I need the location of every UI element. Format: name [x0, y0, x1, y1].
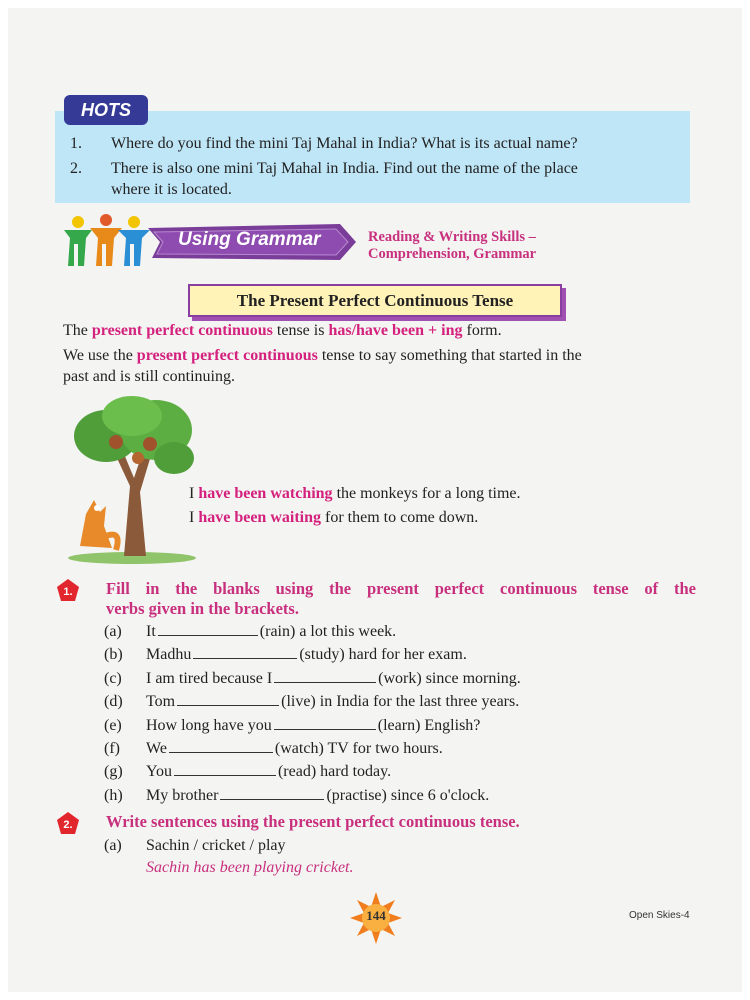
task-2-badge: [57, 812, 79, 834]
answer-blank[interactable]: [158, 622, 258, 636]
example-sentence-2: [189, 506, 478, 530]
answer-blank[interactable]: [174, 762, 276, 776]
task-1-line-1: Fill in the blanks using the present perfect continuous tense of the: [106, 579, 696, 598]
text-run: tense to say something that started in the: [321, 347, 582, 364]
text-run: form.: [466, 322, 502, 339]
text-run: We use the: [63, 347, 133, 364]
skills-caption: [368, 229, 536, 263]
item-label: (h): [104, 786, 123, 804]
item-suffix: (watch) TV for two hours.: [274, 740, 443, 758]
example-sentence-1: [189, 482, 521, 506]
item-label: (a): [104, 623, 122, 640]
task-2-item-a: [104, 834, 286, 857]
answer-blank[interactable]: [274, 669, 376, 683]
item-suffix: (live) in India for the last three years.: [281, 693, 520, 711]
text-run: tense is: [276, 322, 325, 339]
question-number: 1.: [70, 135, 82, 152]
page-number: 144: [366, 908, 386, 923]
skills-line-2: Comprehension, Grammar: [368, 246, 537, 262]
item-prefix: You: [146, 763, 172, 781]
item-prefix: Tom: [146, 693, 176, 711]
text-run: for them to come down.: [325, 509, 479, 526]
exercise-item-e: [104, 714, 521, 737]
text-run: the monkeys for a long time.: [336, 485, 521, 502]
answer-blank[interactable]: [169, 739, 273, 753]
task-1-items: [104, 620, 521, 807]
using-grammar-label: Using Grammar: [178, 229, 321, 250]
text-run: The: [63, 322, 88, 339]
item-prefix: Madhu: [146, 646, 192, 664]
highlight-formula: has/have been + ing: [328, 322, 463, 339]
children-icon: [60, 212, 154, 270]
question-text: Where do you find the mini Taj Mahal in India? What is its actual name?: [111, 135, 578, 152]
question-text-line1: There is also one mini Taj Mahal in India. Find out the name of the place: [111, 160, 578, 177]
item-label: (g): [104, 763, 123, 781]
item-suffix: (read) hard today.: [277, 763, 392, 781]
answer-blank[interactable]: [177, 692, 279, 706]
exercise-item-h: [104, 784, 521, 807]
model-answer: Sachin has been playing cricket.: [146, 859, 354, 876]
task-2-instruction: Write sentences using the present perfect continuous tense.: [106, 812, 520, 831]
item-prefix: My brother: [146, 786, 219, 804]
item-suffix: (rain) a lot this week.: [259, 623, 397, 640]
task-2-number: 2.: [63, 819, 73, 831]
highlight-term: present perfect continuous: [136, 347, 318, 364]
answer-blank[interactable]: [220, 786, 324, 800]
section-title: The Present Perfect Continuous Tense: [188, 284, 562, 317]
exercise-item-b: [104, 643, 521, 666]
item-label: (b): [104, 646, 123, 664]
intro-paragraph-2-line2: past and is still continuing.: [63, 368, 235, 385]
question-number: 2.: [70, 160, 82, 177]
text-run: I: [189, 485, 195, 502]
text-run: I: [189, 509, 195, 526]
task-1-instruction: [106, 579, 696, 619]
item-prefix: It: [146, 623, 156, 640]
skills-line-1: Reading & Writing Skills –: [368, 229, 536, 245]
exercise-item-a: [104, 620, 521, 643]
exercise-item-d: [104, 690, 521, 713]
item-label: (c): [104, 669, 122, 687]
hots-question-1: [70, 133, 578, 154]
exercise-item-c: [104, 667, 521, 690]
tree-with-monkeys-illustration: [66, 396, 198, 564]
item-label: (f): [104, 740, 120, 758]
exercise-item-g: [104, 760, 521, 783]
item-prompt: Sachin / cricket / play: [146, 837, 286, 854]
item-suffix: (study) hard for her exam.: [299, 646, 467, 664]
item-label: (a): [104, 837, 122, 854]
task-1-line-2: verbs given in the brackets.: [106, 599, 299, 618]
task-1-number: 1.: [63, 586, 73, 598]
hots-tab: HOTS: [64, 95, 148, 125]
exercise-item-f: [104, 737, 521, 760]
intro-paragraph-2: [63, 345, 582, 366]
series-name: Open Skies-4: [629, 910, 690, 921]
item-suffix: (practise) since 6 o'clock.: [326, 786, 490, 804]
highlight-verb: have been watching: [198, 485, 333, 502]
highlight-verb: have been waiting: [198, 509, 321, 526]
question-text-line2: where it is located.: [111, 181, 232, 198]
item-label: (d): [104, 693, 123, 711]
answer-blank[interactable]: [193, 645, 297, 659]
hots-question-2: [70, 158, 578, 179]
item-prefix: I am tired because I: [146, 669, 273, 687]
highlight-term: present perfect continuous: [91, 322, 273, 339]
task-1-badge: [57, 579, 79, 601]
intro-paragraph-1: [63, 320, 502, 341]
item-label: (e): [104, 716, 122, 734]
item-prefix: How long have you: [146, 716, 272, 734]
item-prefix: We: [146, 740, 167, 758]
answer-blank[interactable]: [274, 716, 376, 730]
item-suffix: (work) since morning.: [378, 669, 521, 687]
item-suffix: (learn) English?: [377, 716, 481, 734]
